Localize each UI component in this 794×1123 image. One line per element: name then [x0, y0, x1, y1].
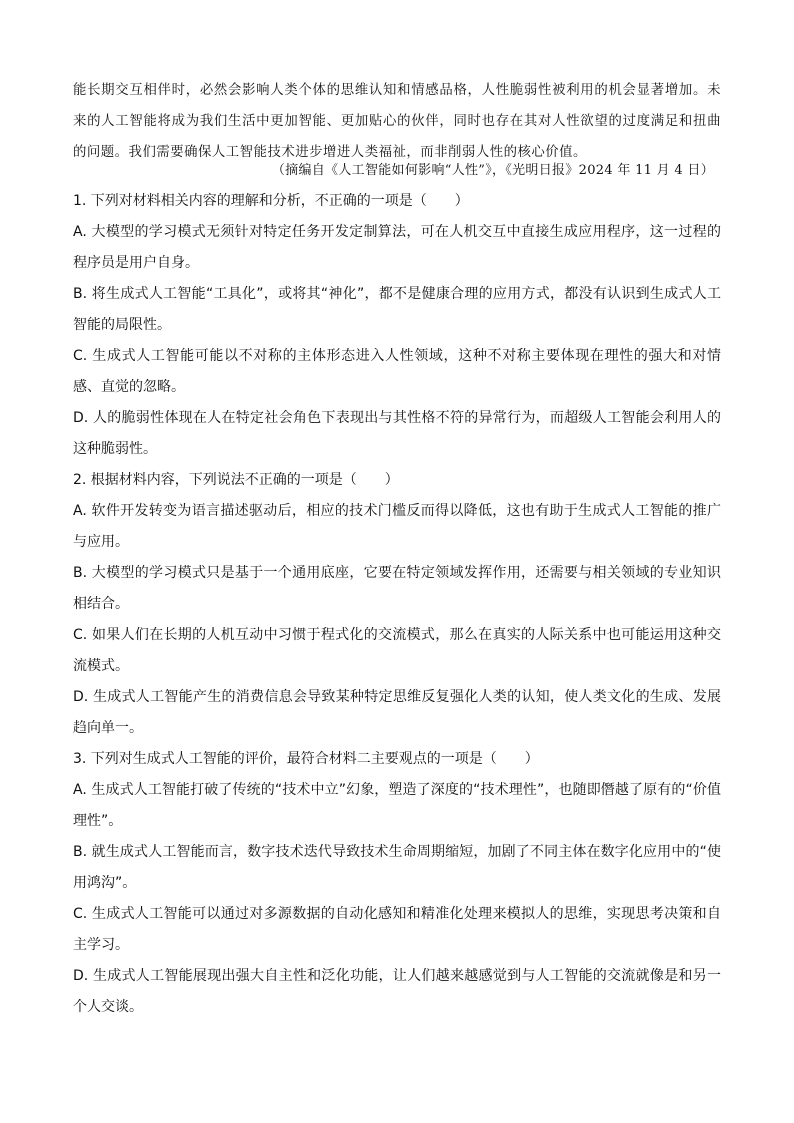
question-stem: 2. 根据材料内容，下列说法不正确的一项是（ ）: [73, 472, 399, 488]
passage-paragraph: 能长期交互相伴时，必然会影响人类个体的思维认知和情感品格，人性脆弱性被利用的机会显著增加。未来的人工智能将成为我们生活中更加智能、更加贴心的伙伴，同时也存在其对人性欲望的过度满足和扭曲的问题。我们需要确保人工智能技术进步增进人类福祉，而非削弱人性的核心价值。: [73, 83, 721, 161]
option-d: D. 生成式人工智能产生的消费信息会导致某种特定思维反复强化人类的认知，使人类文化的生成、发展趋向单一。: [73, 689, 721, 736]
question-list: [73, 186, 721, 1023]
option-c: C. 如果人们在长期的人机互动中习惯于程式化的交流模式，那么在真实的人际关系中也可能运用这种交流模式。: [73, 627, 721, 674]
passage-source: （摘编自《人工智能如何影响“人性”》，《光明日报》2024 年 11 月 4 日）: [271, 163, 714, 178]
option-b: B. 将生成式人工智能“工具化”，或将其“神化”，都不是健康合理的应用方式，都没有认识到生成式人工智能的局限性。: [73, 286, 721, 333]
option-c: C. 生成式人工智能可能以不对称的主体形态进入人性领域，这种不对称主要体现在理性的强大和对情感、直觉的忽略。: [73, 348, 721, 395]
option-d: D. 人的脆弱性体现在人在特定社会角色下表现出与其性格不符的异常行为，而超级人工智能会利用人的这种脆弱性。: [73, 410, 721, 457]
question-1: [73, 186, 721, 465]
option-d: D. 生成式人工智能展现出强大自主性和泛化功能，让人们越来越感觉到与人工智能的交流就像是和另一个人交谈。: [73, 968, 721, 1015]
option-b: B. 大模型的学习模式只是基于一个通用底座，它要在特定领域发挥作用，还需要与相关领域的专业知识相结合。: [73, 565, 721, 612]
question-stem: 3. 下列对生成式人工智能的评价，最符合材料二主要观点的一项是（ ）: [73, 751, 539, 767]
option-a: A. 大模型的学习模式无须针对特定任务开发定制算法，可在人机交互中直接生成应用程序，这一过程的程序员是用户自身。: [73, 224, 721, 271]
option-a: A. 生成式人工智能打破了传统的“技术中立”幻象，塑造了深度的“技术理性”，也随即僭越了原有的“价值理性”。: [73, 782, 721, 829]
option-b: B. 就生成式人工智能而言，数字技术迭代导致技术生命周期缩短，加剧了不同主体在数字化应用中的“使用鸿沟”。: [73, 844, 721, 891]
question-3: [73, 744, 721, 1023]
option-c: C. 生成式人工智能可以通过对多源数据的自动化感知和精准化处理来模拟人的思维，实现思考决策和自主学习。: [73, 906, 721, 953]
question-2: [73, 465, 721, 744]
option-a: A. 软件开发转变为语言描述驱动后，相应的技术门槛反而得以降低，这也有助于生成式人工智能的推广与应用。: [73, 503, 721, 550]
question-stem: 1. 下列对材料相关内容的理解和分析，不正确的一项是（ ）: [73, 193, 469, 209]
